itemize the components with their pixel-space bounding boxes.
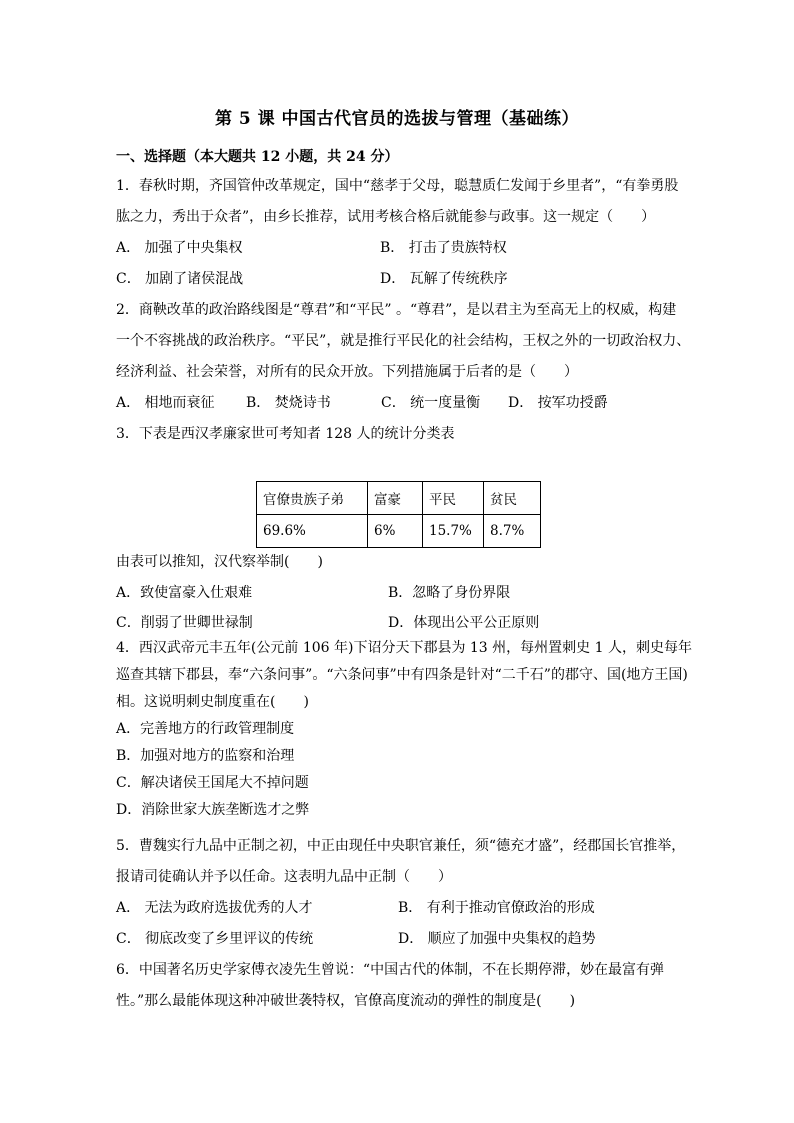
q4-option-c: C．解决诸侯王国尾大不掉问题 xyxy=(116,775,309,791)
statistics-table xyxy=(256,481,541,548)
table-value-cell: 15.7% xyxy=(423,515,484,548)
q3-option-d: D．体现出公平公正原则 xyxy=(388,615,540,631)
q2-option-d: D． 按军功授爵 xyxy=(508,395,608,411)
q3-option-a: A．致使富豪入仕艰难 xyxy=(116,585,253,601)
q1-stem-line-1: 1．春秋时期，齐国管仲改革规定，国中“慈孝于父母，聪慧质仁发闻于乡里者”，“有拳勇股 xyxy=(116,178,679,194)
q2-stem-line-1: 2．商鞅改革的政治路线图是“尊君”和“平民” 。“尊君”，是以君主为至高无上的权威，构建 xyxy=(116,302,677,318)
q3-stem-line-2: 由表可以推知，汉代察举制( ) xyxy=(116,554,323,570)
q1-stem-line-2: 肱之力，秀出于众者”，由乡长推荐，试用考核合格后就能参与政事。这一规定（ ） xyxy=(116,209,656,225)
q5-stem-line-2: 报请司徒确认并予以任命。这表明九品中正制（ ） xyxy=(116,869,452,885)
q4-option-d: D．消除世家大族垄断选才之弊 xyxy=(116,802,310,818)
q2-stem-line-2: 一个不容挑战的政治秩序。“平民”，就是推行平民化的社会结构，王权之外的一切政治权力、 xyxy=(116,333,691,349)
q5-option-a: A． 无法为政府选拔优秀的人才 xyxy=(116,900,313,916)
section-heading: 一、选择题（本大题共 12 小题，共 24 分） xyxy=(116,149,399,165)
q5-option-b: B． 有利于推动官僚政治的形成 xyxy=(398,900,595,916)
q1-option-b: B． 打击了贵族特权 xyxy=(380,240,507,256)
q6-stem-line-2: 性。”那么最能体现这种冲破世袭特权，官僚高度流动的弹性的制度是( ) xyxy=(116,993,576,1009)
table-value-row xyxy=(257,515,541,548)
table-header-cell: 官僚贵族子弟 xyxy=(257,482,368,515)
q2-option-b: B． 焚烧诗书 xyxy=(246,395,331,411)
q5-option-d: D． 顺应了加强中央集权的趋势 xyxy=(398,931,596,947)
table-value-cell: 8.7% xyxy=(484,515,541,548)
q6-stem-line-1: 6．中国著名历史学家傅衣凌先生曾说：“中国古代的体制，不在长期停滞，妙在最富有弹 xyxy=(116,962,665,978)
q4-stem-line-2: 巡查其辖下郡县，奉“六条问事”。“六条问事”中有四条是针对“二千石”的郡守、国(地方王国) xyxy=(116,667,688,683)
q2-option-a: A． 相地而衰征 xyxy=(116,395,215,411)
table-header-cell: 贫民 xyxy=(484,482,541,515)
q4-stem-line-1: 4．西汉武帝元丰五年(公元前 106 年)下诏分天下郡县为 13 州，每州置刺史 1 人，刺史每年 xyxy=(116,640,692,656)
table-value-cell: 69.6% xyxy=(257,515,368,548)
q5-option-c: C． 彻底改变了乡里评议的传统 xyxy=(116,931,314,947)
q1-option-a: A． 加强了中央集权 xyxy=(116,240,243,256)
q2-stem-line-3: 经济利益、社会荣誉，对所有的民众开放。下列措施属于后者的是（ ） xyxy=(116,364,578,380)
q4-option-b: B．加强对地方的监察和治理 xyxy=(116,748,295,764)
q1-option-c: C． 加剧了诸侯混战 xyxy=(116,271,244,287)
q4-option-a: A．完善地方的行政管理制度 xyxy=(116,721,295,737)
table-header-cell: 富豪 xyxy=(368,482,423,515)
table-header-row xyxy=(257,482,541,515)
q5-stem-line-1: 5．曹魏实行九品中正制之初，中正由现任中央职官兼任，须“德充才盛”，经郡国长官推举， xyxy=(116,838,686,854)
page-title: 第 5 课 中国古代官员的选拔与管理（基础练） xyxy=(214,109,580,129)
table-value-cell: 6% xyxy=(368,515,423,548)
q1-option-d: D． 瓦解了传统秩序 xyxy=(380,271,508,287)
q3-stem-line-1: 3．下表是西汉孝廉家世可考知者 128 人的统计分类表 xyxy=(116,426,455,442)
table-header-cell: 平民 xyxy=(423,482,484,515)
q2-option-c: C． 统一度量衡 xyxy=(381,395,481,411)
q3-option-b: B．忽略了身份界限 xyxy=(388,585,511,601)
q3-option-c: C．削弱了世卿世禄制 xyxy=(116,615,253,631)
q4-stem-line-3: 相。这说明刺史制度重在( ) xyxy=(116,694,309,710)
